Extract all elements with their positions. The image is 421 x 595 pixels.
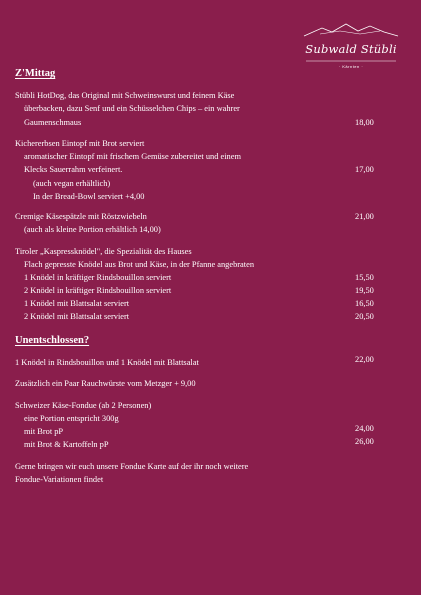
menu-item-description: Gaumenschmaus [24,118,82,127]
fondue-option-price: 26,00 [355,437,374,446]
menu-variant-label: 2 Knödel in kräftiger Rindsbouillon serviert [24,286,172,295]
menu-variant-price: 16,50 [355,299,374,308]
menu-item-description: Klecks Sauerrahm verfeinert. [24,165,123,174]
fondue-note: eine Portion entspricht 300g [24,414,119,423]
menu-item-description: In der Bread-Bowl serviert +4,00 [33,192,145,201]
fondue-option-price: 24,00 [355,424,374,433]
menu-variant-price: 19,50 [355,286,374,295]
section-title-mittag: Z'Mittag [15,68,56,79]
menu-variant-label: 1 Knödel mit Blattsalat serviert [24,299,130,308]
fondue-option-label: mit Brot & Kartoffeln pP [24,440,109,449]
menu-variant-label: 1 Knödel in kräftiger Rindsbouillon serviert [24,273,172,282]
fondue-title: Schweizer Käse-Fondue (ab 2 Personen) [15,401,152,410]
menu-item-description: aromatischer Eintopf mit frischem Gemüse zubereitet und einem [24,152,241,161]
menu-variant-price: 20,50 [355,312,374,321]
menu-item-price: 22,00 [355,355,374,364]
menu-item-description: Stübli HotDog, das Original mit Schweinswurst und feinem Käse [15,91,235,100]
menu-item-description: überbacken, dazu Senf und ein Schüsselchen Chips – ein wahrer [24,104,240,113]
menu-item-price: 17,00 [355,165,374,174]
section-title-unentschlossen: Unentschlossen? [15,335,90,346]
menu-variant-price: 15,50 [355,273,374,282]
menu-item-description: Tiroler „Kaspressknödel", die Spezialität des Hauses [15,247,192,256]
logo-tagline: · Kärnten · [338,64,364,69]
menu-item-description: 1 Knödel in Rindsbouillon und 1 Knödel mit Blattsalat [15,358,199,367]
footer-note: Gerne bringen wir euch unsere Fondue Karte auf der ihr noch weitere [15,462,249,471]
menu-variant-label: 2 Knödel mit Blattsalat serviert [24,312,130,321]
menu-item-description: (auch vegan erhältlich) [33,179,111,188]
menu-item-price: 21,00 [355,212,374,221]
footer-note: Fondue-Variationen findet [15,475,104,484]
menu-item-description: (auch als kleine Portion erhältlich 14,00) [24,225,161,234]
menu-item-price: 18,00 [355,118,374,127]
fondue-option-label: mit Brot pP [24,427,64,436]
menu-item-description: Kichererbsen Eintopf mit Brot serviert [15,139,145,148]
menu-item-description: Cremige Käsespätzle mit Röstzwiebeln [15,212,147,221]
logo-name: Subwald Stübli [305,42,397,56]
menu-item-description: Zusätzlich ein Paar Rauchwürste vom Metzger + 9,00 [15,379,196,388]
logo [300,22,402,74]
menu-item-description: Flach gepresste Knödel aus Brot und Käse, in der Pfanne angebraten [24,260,255,269]
